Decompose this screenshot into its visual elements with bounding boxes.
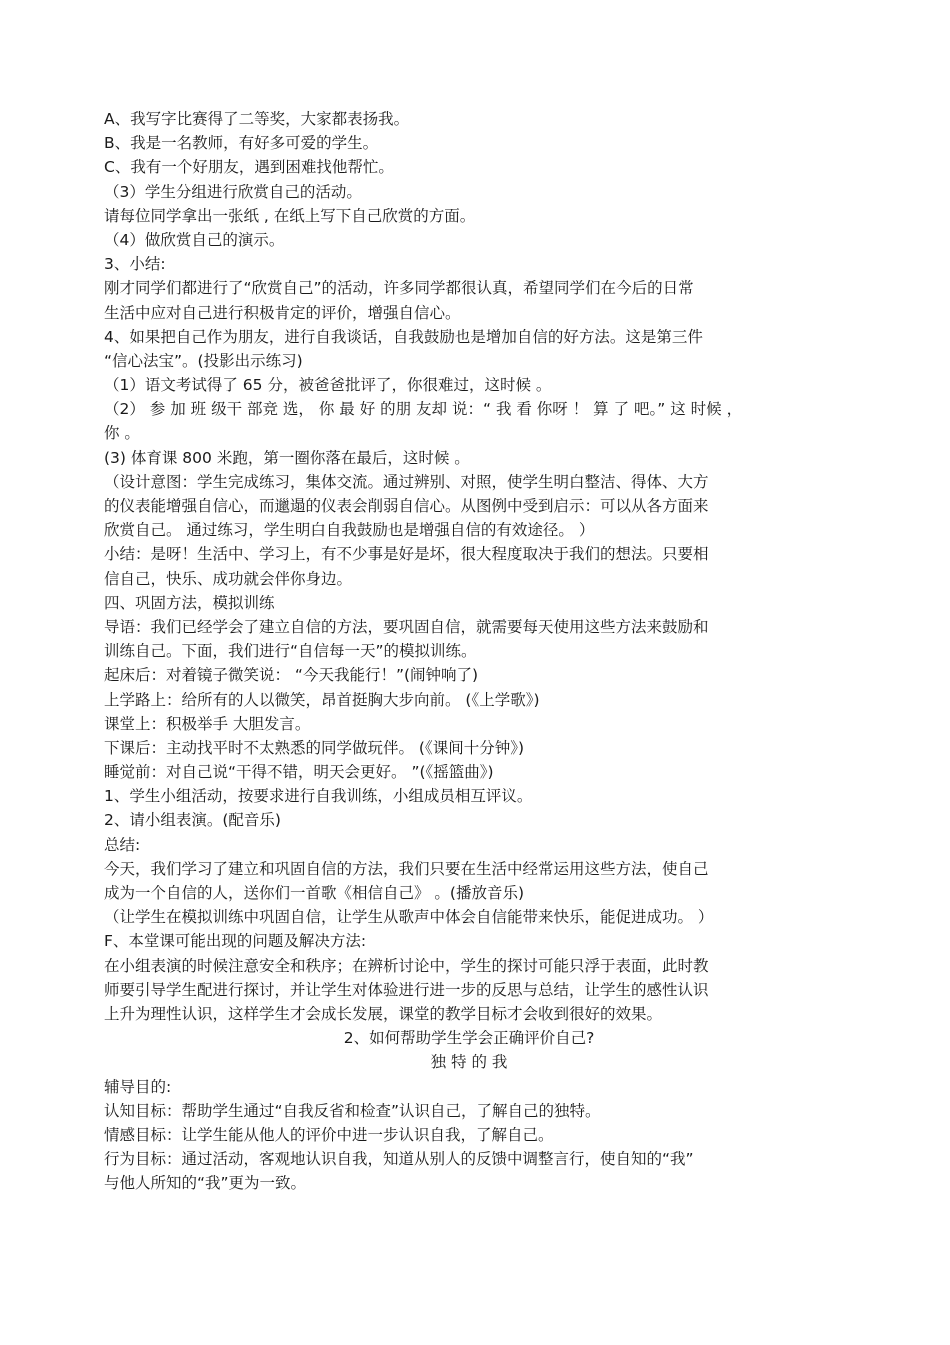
text-line: 睡觉前：对自己说“干得不错，明天会更好。 ”(《摇篮曲》) (104, 763, 494, 782)
text-line: 下课后：主动找平时不太熟悉的同学做玩伴。 (《课间十分钟》) (104, 738, 525, 757)
text-line: 起床后：对着镜子微笑说： “今天我能行！”(闹钟响了) (104, 666, 479, 685)
text-line: 今天，我们学习了建立和巩固自信的方法，我们只要在生活中经常运用这些方法，使自己 (104, 859, 709, 878)
text-line: 导语：我们已经学会了建立自信的方法，要巩固自信，就需要每天使用这些方法来鼓励和 (104, 617, 709, 636)
exercise-line: (3) 体育课 800 米跑，第一圈你落在最后，这时候 。 (104, 448, 470, 467)
question-heading: 2、如何帮助学生学会正确评价自己? (343, 1029, 595, 1048)
text-line: 与他人所知的“我”更为一致。 (104, 1174, 307, 1193)
text-line: （3）学生分组进行欣赏自己的活动。 (104, 182, 362, 201)
text-line: 课堂上：积极举手 大胆发言。 (104, 714, 311, 733)
text-line: 欣赏自己。 通过练习，学生明白自我鼓励也是增强自信的有效途径。 ） (104, 521, 595, 540)
exercise-line: （1）语文考试得了 65 分，被爸爸批评了，你很难过，这时候 。 (104, 376, 552, 395)
text-line: 上学路上：给所有的人以微笑，昂首挺胸大步向前。 (《上学歌》) (104, 690, 540, 709)
text-line: 成为一个自信的人，送你们一首歌《相信自己》 。(播放音乐) (104, 884, 525, 902)
text-line: 认知目标：帮助学生通过“自我反省和检查”认识自己，了解自己的独特。 (104, 1101, 601, 1120)
text-line: 在小组表演的时候注意安全和秩序；在辨析讨论中，学生的探讨可能只浮于表面，此时教 (104, 956, 709, 975)
text-line: 刚才同学们都进行了“欣赏自己”的活动，许多同学都很认真，希望同学们在今后的日常 (104, 279, 694, 298)
text-line: （4）做欣赏自己的演示。 (104, 230, 285, 249)
text-line: B、我是一名教师，有好多可爱的学生。 (104, 134, 379, 153)
section-heading: 总结: (104, 835, 141, 854)
text-line: 4、如果把自己作为朋友，进行自我谈话，自我鼓励也是增加自信的好方法。这是第三件 (104, 327, 703, 346)
text-line: 行为目标：通过活动，客观地认识自我，知道从别人的反馈中调整言行，使自知的“我” (104, 1150, 694, 1169)
text-line: “信心法宝”。(投影出示练习) (104, 351, 303, 370)
lesson-title: 独 特 的 我 (430, 1053, 508, 1072)
exercise-line: 你 。 (104, 424, 140, 443)
text-line: 请每位同学拿出一张纸 , 在纸上写下自己欣赏的方面。 (104, 206, 476, 225)
text-line: （让学生在模拟训练中巩固自信，让学生从歌声中体会自信能带来快乐，能促进成功。 ） (104, 908, 714, 927)
text-line: C、我有一个好朋友，遇到困难找他帮忙。 (104, 158, 394, 177)
text-line: 的仪表能增强自信心，而邋遢的仪表会削弱自信心。从图例中受到启示：可以从各方面来 (104, 497, 709, 515)
text-line: 训练自己。下面，我们进行“自信每一天”的模拟训练。 (104, 642, 477, 661)
section-heading: 辅导目的: (104, 1077, 172, 1096)
text-line: 1、学生小组活动，按要求进行自我训练，小组成员相互评议。 (104, 787, 533, 806)
text-line: A、我写字比赛得了二等奖，大家都表扬我。 (104, 110, 410, 128)
section-heading: 四、巩固方法，模拟训练 (104, 593, 275, 612)
text-line: 情感目标：让学生能从他人的评价中进一步认识自我，了解自己。 (104, 1125, 554, 1144)
text-line: 上升为理性认识，这样学生才会成长发展，课堂的教学目标才会收到很好的效果。 (104, 1004, 663, 1023)
exercise-line: （2） 参 加 班 级干 部竞 选， 你 最 好 的朋 友却 说：“ 我 看 你呀 ！ 算 了 吧。” 这 时候 ， (104, 400, 743, 419)
text-line: 师要引导学生配进行探讨，并让学生对体验进行进一步的反思与总结，让学生的感性认识 (104, 980, 709, 999)
text-line: 信自己，快乐、成功就会伴你身边。 (104, 569, 353, 588)
text-line: 生活中应对自己进行积极肯定的评价，增强自信心。 (104, 303, 461, 322)
text-line: 2、请小组表演。(配音乐) (104, 811, 281, 830)
text-line: 小结：是呀！生活中、学习上，有不少事是好是坏，很大程度取决于我们的想法。只要相 (104, 545, 709, 564)
section-heading: F、本堂课可能出现的问题及解决方法: (104, 932, 367, 951)
document-page (104, 107, 834, 1195)
section-heading: 3、小结: (104, 255, 166, 274)
text-line: （设计意图：学生完成练习，集体交流。通过辨别、对照，使学生明白整洁、得体、大方 (104, 472, 709, 491)
